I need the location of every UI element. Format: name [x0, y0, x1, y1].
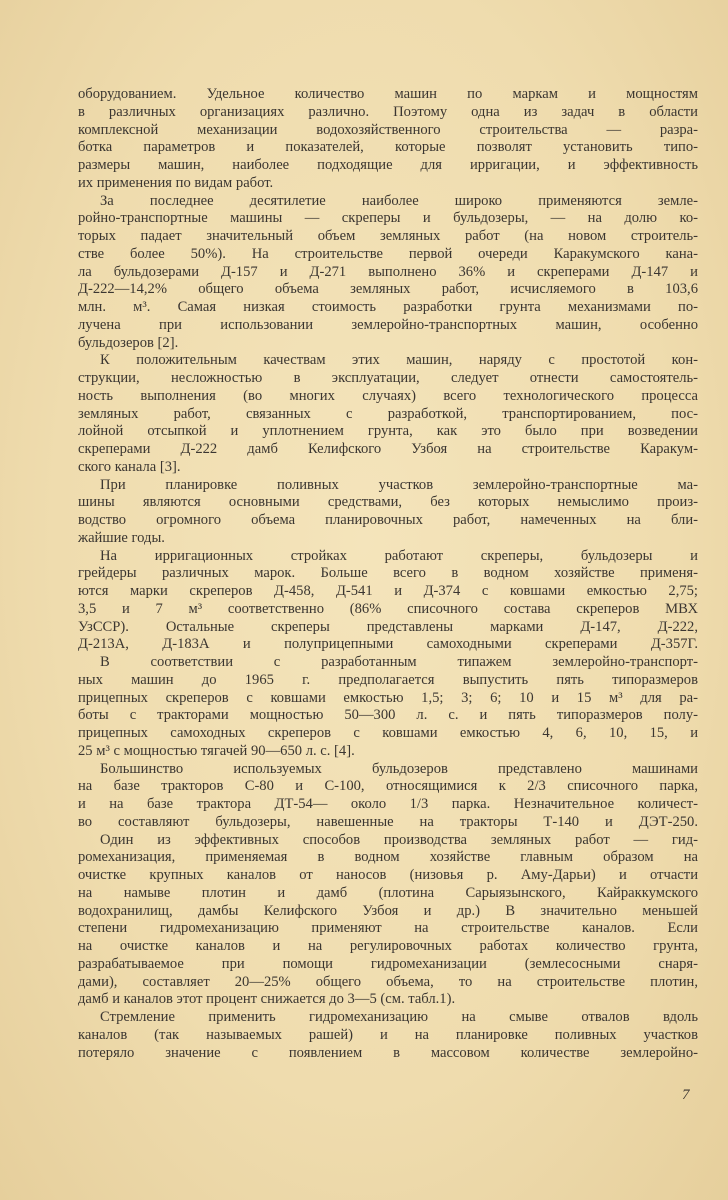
text-line: Д-222—14,2% общего объема земляных работ, исчисляемого в 103,6	[78, 281, 698, 298]
text-line: УзССР). Остальные скреперы представлены марками Д-147, Д-222,	[78, 618, 698, 635]
text-line: ботка параметров и показателей, которые позволят установить типо-	[78, 139, 698, 156]
text-line: на намыве плотин и дамб (плотина Сарыязынского, Кайраккумского	[78, 884, 698, 901]
text-line: и на базе трактора ДТ-54— около 1/3 парка. Незначительное количест-	[78, 796, 698, 812]
text-line: ность выполнения (во многих случаях) всего технологического процесса	[78, 387, 698, 404]
text-line: бульдозеров [2].	[78, 334, 179, 351]
text-line: жайшие годы.	[78, 529, 165, 546]
text-line: боты с тракторами мощностью 50—300 л. с. и пять типоразмеров полу-	[78, 707, 698, 724]
text-line: стве более 50%). На строительстве первой очереди Каракумского кана-	[78, 245, 698, 262]
text-line: потеряло значение с появлением в массовом количестве землеройно-	[78, 1044, 698, 1061]
text-line: 25 м³ с мощностью тягачей 90—650 л. с. [4].	[78, 742, 355, 759]
text-line: прицепных скреперов с ковшами емкостью 1,5; 3; 6; 10 и 15 м³ для ра-	[78, 689, 698, 706]
text-line: размеры машин, наиболее подходящие для ирригации, и эффективность	[78, 157, 698, 173]
text-line: За последнее десятилетие наиболее широко применяются земле-	[100, 192, 698, 209]
text-line: В соответствии с разработанным типажем землеройно-транспорт-	[100, 654, 698, 670]
text-line: Один из эффективных способов производства земляных работ — гид-	[100, 831, 698, 848]
text-line: разрабатываемое при помощи гидромеханизации (землесосными снаря-	[78, 955, 698, 972]
text-line: грейдеры различных марок. Больше всего в водном хозяйстве применя-	[78, 565, 698, 582]
text-line: дамб и каналов этот процент снижается до 3—5 (см. табл.1).	[78, 991, 456, 1008]
text-line: водохранилищ, дамбы Келифского Узбоя и др.) В значительно меньшей	[78, 902, 698, 919]
text-line: шины являются основными средствами, без которых немыслимо произ-	[78, 494, 698, 511]
text-line: струкции, несложностью в эксплуатации, следует отнести самостоятель-	[78, 370, 698, 386]
text-line: К положительным качествам этих машин, наряду с простотой кон-	[100, 352, 698, 369]
text-line: их применения по видам работ.	[78, 174, 274, 191]
text-line: каналов (так называемых рашей) и на планировке поливных участков	[78, 1026, 698, 1043]
text-line: лойной отсыпкой и уплотнением грунта, как это было при возведении	[78, 423, 698, 440]
text-line: водство огромного объема планировочных работ, намеченных на бли-	[78, 512, 698, 528]
text-line: земляных работ, связанных с разработкой, транспортированием, пос-	[78, 405, 698, 422]
text-line: ромеханизация, применяемая в водном хозяйстве главным образом на	[78, 849, 698, 866]
page-body-text	[78, 86, 698, 1062]
text-line: ных машин до 1965 г. предполагается выпустить пять типоразмеров	[78, 671, 698, 688]
text-line: Большинство используемых бульдозеров представлено машинами	[100, 760, 698, 777]
text-line: ского канала [3].	[78, 458, 181, 475]
text-line: При планировке поливных участков землеройно-транспортные ма-	[100, 476, 698, 493]
text-line: Стремление применить гидромеханизацию на смыве отвалов вдоль	[100, 1009, 698, 1025]
text-line: комплексной механизации водохозяйственного строительства — разра-	[78, 121, 698, 138]
text-line: оборудованием. Удельное количество машин по маркам и мощностям	[78, 86, 698, 102]
text-line: На ирригационных стройках работают скреперы, бульдозеры и	[100, 547, 698, 564]
text-line: торых падает значительный объем земляных работ (на новом строитель-	[78, 228, 698, 244]
text-line: Д-213А, Д-183А и полуприцепными самоходными скреперами Д-357Г.	[78, 636, 698, 653]
text-line: в различных организациях различно. Поэтому одна из задач в области	[78, 103, 698, 120]
text-line: млн. м³. Самая низкая стоимость разработки грунта механизмами по-	[78, 299, 698, 315]
text-line: во составляют бульдозеры, навешенные на тракторы Т-140 и ДЭТ-250.	[78, 813, 698, 830]
text-line: ла бульдозерами Д-157 и Д-271 выполнено 36% и скреперами Д-147 и	[78, 263, 698, 280]
text-line: степени гидромеханизацию применяют на строительстве каналов. Если	[78, 920, 698, 937]
text-line: очистке крупных каналов от наносов (низовья р. Аму-Дарьи) и отчасти	[78, 867, 698, 883]
text-line: ройно-транспортные машины — скреперы и бульдозеры, — на долю ко-	[78, 210, 698, 227]
page-number: 7	[682, 1087, 690, 1103]
text-line: на базе тракторов С-80 и С-100, относящимися к 2/3 списочного парка,	[78, 778, 698, 795]
text-line: дами), составляет 20—25% общего объема, то на строительстве плотин,	[78, 973, 698, 990]
text-line: лучена при использовании землеройно-транспортных машин, особенно	[78, 316, 698, 333]
text-line: скреперами Д-222 дамб Келифского Узбоя на строительстве Каракум-	[78, 441, 698, 457]
text-line: на очистке каналов и на регулировочных работах количество грунта,	[78, 938, 698, 954]
text-line: прицепных самоходных скреперов с ковшами емкостью 4, 6, 10, 15, и	[78, 725, 698, 741]
text-line: ются марки скреперов Д-458, Д-541 и Д-374 с ковшами емкостью 2,75;	[78, 583, 698, 599]
text-line: 3,5 и 7 м³ соответственно (86% списочного состава скреперов МВХ	[78, 600, 698, 617]
